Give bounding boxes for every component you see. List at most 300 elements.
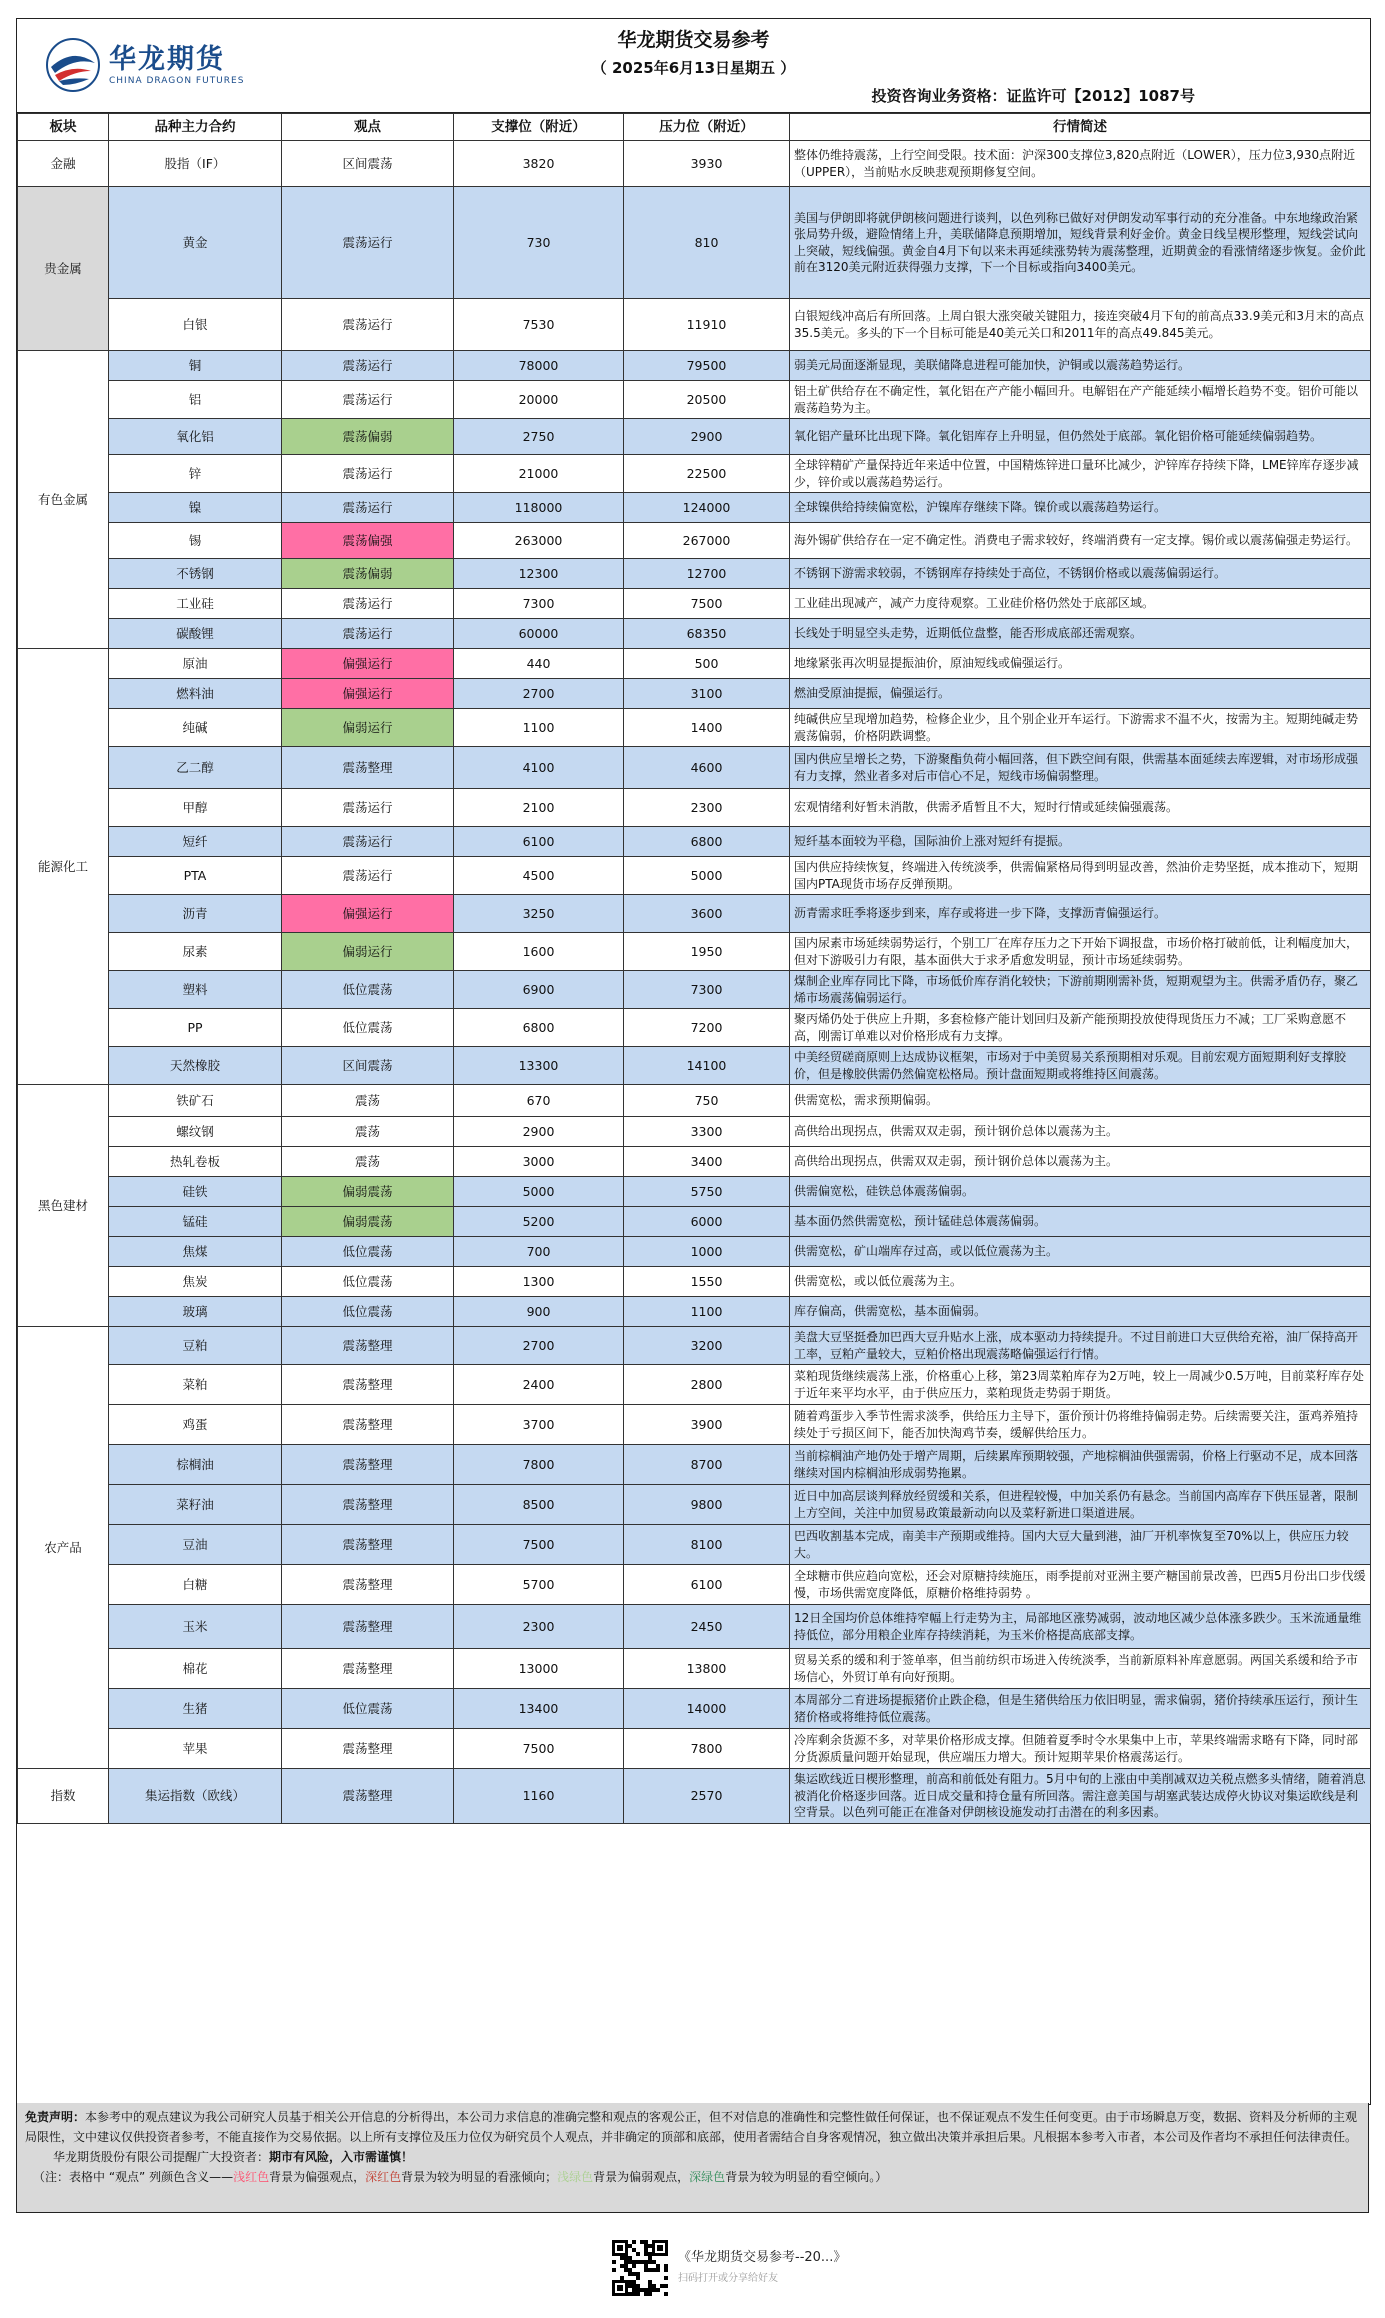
table-row <box>18 1177 1371 1207</box>
support-cell: 5000 <box>454 1177 624 1207</box>
description-cell: 宏观情绪利好暂未消散，供需矛盾暂且不大，短时行情或延续偏强震荡。 <box>790 789 1371 827</box>
pressure-cell: 6800 <box>624 827 790 857</box>
description-cell: 美盘大豆坚挺叠加巴西大豆升贴水上涨，成本驱动力持续提升。不过目前进口大豆供给充裕，油厂保持高开工率，豆粕产量较大，豆粕价格出现震荡略偏强运行行情。 <box>790 1327 1371 1365</box>
pressure-cell: 1100 <box>624 1297 790 1327</box>
table-row <box>18 1649 1371 1689</box>
table-row <box>18 1237 1371 1267</box>
table-row <box>18 789 1371 827</box>
contract-cell: 玻璃 <box>109 1297 282 1327</box>
note-lg-label: 浅绿色 <box>557 2170 594 2184</box>
table-row <box>18 141 1371 187</box>
table-row <box>18 1085 1371 1117</box>
reminder-bold: 期市有风险，入市需谨慎！ <box>269 2150 414 2164</box>
view-cell: 震荡整理 <box>282 1365 454 1405</box>
support-cell: 2900 <box>454 1117 624 1147</box>
description-cell: 菜粕现货继续震荡上涨，价格重心上移，第23周菜粕库存为2万吨，较上一周减少0.5万吨，目前菜籽库存处于近年来平均水平，由于供应压力，菜粕现货走势弱于期货。 <box>790 1365 1371 1405</box>
table-row <box>18 1565 1371 1605</box>
view-cell: 震荡运行 <box>282 857 454 895</box>
view-cell: 震荡整理 <box>282 1605 454 1649</box>
support-cell: 2400 <box>454 1365 624 1405</box>
description-cell: 全球镍供给持续偏宽松，沪镍库存继续下降。镍价或以震荡趋势运行。 <box>790 493 1371 523</box>
description-cell: 白银短线冲高后有所回落。上周白银大涨突破关键阻力，接连突破4月下旬的前高点33.9美元和3月末的高点35.5美元。多头的下一个目标可能是40美元关口和2011年的高点49.845美元。 <box>790 299 1371 351</box>
table-row <box>18 1009 1371 1047</box>
pressure-cell: 2300 <box>624 789 790 827</box>
sector-cell: 金融 <box>18 141 109 187</box>
contract-cell: 尿素 <box>109 933 282 971</box>
pressure-cell: 5750 <box>624 1177 790 1207</box>
table-row <box>18 455 1371 493</box>
col-header-sector: 板块 <box>18 114 109 141</box>
table-row <box>18 1327 1371 1365</box>
pressure-cell: 3600 <box>624 895 790 933</box>
pressure-cell: 8100 <box>624 1525 790 1565</box>
contract-cell: 铝 <box>109 381 282 419</box>
description-cell: 沥青需求旺季将逐步到来，库存或将进一步下降，支撑沥青偏强运行。 <box>790 895 1371 933</box>
table-row <box>18 619 1371 649</box>
view-cell: 区间震荡 <box>282 141 454 187</box>
support-cell: 2700 <box>454 679 624 709</box>
qr-code-icon[interactable] <box>612 2240 668 2296</box>
description-cell: 近日中加高层谈判释放经贸缓和关系，但进程较慢，中加关系仍有悬念。当前国内高库存下供压显著，限制上方空间，关注中加贸易政策最新动向以及菜籽新进口渠道进展。 <box>790 1485 1371 1525</box>
description-cell: 供需宽松，矿山端库存过高，或以低位震荡为主。 <box>790 1237 1371 1267</box>
pressure-cell: 3100 <box>624 679 790 709</box>
contract-cell: 鸡蛋 <box>109 1405 282 1445</box>
support-cell: 1160 <box>454 1769 624 1824</box>
pressure-cell: 14000 <box>624 1689 790 1729</box>
contract-cell: 锰硅 <box>109 1207 282 1237</box>
reminder-prefix: 华龙期货股份有限公司提醒广大投资者： <box>53 2150 270 2164</box>
pressure-cell: 2800 <box>624 1365 790 1405</box>
view-cell: 震荡 <box>282 1085 454 1117</box>
support-cell: 5200 <box>454 1207 624 1237</box>
table-header-row <box>18 114 1371 141</box>
description-cell: 供需宽松，或以低位震荡为主。 <box>790 1267 1371 1297</box>
contract-cell: 铁矿石 <box>109 1085 282 1117</box>
view-cell: 震荡整理 <box>282 1769 454 1824</box>
table-row <box>18 351 1371 381</box>
pressure-cell: 20500 <box>624 381 790 419</box>
table-row <box>18 1147 1371 1177</box>
view-cell: 偏强运行 <box>282 649 454 679</box>
description-cell: 整体仍维持震荡，上行空间受限。技术面：沪深300支撑位3,820点附近（LOWER），压力位3,930点附近（UPPER），当前贴水反映悲观预期修复空间。 <box>790 141 1371 187</box>
description-cell: 贸易关系的缓和利于签单率，但当前纺织市场进入传统淡季，当前新原料补库意愿弱。两国关系缓和给予市场信心，外贸订单有向好预期。 <box>790 1649 1371 1689</box>
description-cell: 弱美元局面逐渐显现，美联储降息进程可能加快，沪铜或以震荡趋势运行。 <box>790 351 1371 381</box>
logo-en-text: CHINA DRAGON FUTURES <box>109 76 245 86</box>
view-cell: 震荡运行 <box>282 299 454 351</box>
description-cell: 纯碱供应呈现增加趋势，检修企业少，且个别企业开车运行。下游需求不温不火，按需为主。短期纯碱走势震荡偏弱，价格阴跌调整。 <box>790 709 1371 747</box>
support-cell: 3700 <box>454 1405 624 1445</box>
support-cell: 7800 <box>454 1445 624 1485</box>
view-cell: 区间震荡 <box>282 1047 454 1085</box>
support-cell: 13300 <box>454 1047 624 1085</box>
pressure-cell: 14100 <box>624 1047 790 1085</box>
contract-cell: 苹果 <box>109 1729 282 1769</box>
contract-cell: 棉花 <box>109 1649 282 1689</box>
contract-cell: 镍 <box>109 493 282 523</box>
pressure-cell: 750 <box>624 1085 790 1117</box>
table-row <box>18 381 1371 419</box>
pressure-cell: 4600 <box>624 747 790 789</box>
contract-cell: 玉米 <box>109 1605 282 1649</box>
description-cell: 海外锡矿供给存在一定不确定性。消费电子需求较好，终端消费有一定支撑。锡价或以震荡偏强走势运行。 <box>790 523 1371 559</box>
contract-cell: 菜粕 <box>109 1365 282 1405</box>
support-cell: 78000 <box>454 351 624 381</box>
table-row <box>18 827 1371 857</box>
contract-cell: 焦炭 <box>109 1267 282 1297</box>
contract-cell: 豆粕 <box>109 1327 282 1365</box>
description-cell: 长线处于明显空头走势，近期低位盘整，能否形成底部还需观察。 <box>790 619 1371 649</box>
pressure-cell: 13800 <box>624 1649 790 1689</box>
contract-cell: 白银 <box>109 299 282 351</box>
contract-cell: 硅铁 <box>109 1177 282 1207</box>
qr-title: 《华龙期货交易参考--20...》 <box>678 2250 847 2265</box>
description-cell: 供需宽松，需求预期偏弱。 <box>790 1085 1371 1117</box>
description-cell: 中美经贸磋商原则上达成协议框架，市场对于中美贸易关系预期相对乐观。目前宏观方面短期利好支撑胶价，但是橡胶供需仍然偏宽松格局。预计盘面短期或将维持区间震荡。 <box>790 1047 1371 1085</box>
pressure-cell: 1950 <box>624 933 790 971</box>
table-row <box>18 1207 1371 1237</box>
note-prefix: （注：表格中 “观点” 列颜色含义—— <box>33 2170 234 2184</box>
description-cell: 随着鸡蛋步入季节性需求淡季，供给压力主导下，蛋价预计仍将维持偏弱走势。后续需要关注，蛋鸡养殖持续处于亏损区间下，能否加快淘鸡节奏，缓解供给压力。 <box>790 1405 1371 1445</box>
table-row <box>18 1117 1371 1147</box>
support-cell: 12300 <box>454 559 624 589</box>
pressure-cell: 79500 <box>624 351 790 381</box>
contract-cell: 白糖 <box>109 1565 282 1605</box>
support-cell: 1300 <box>454 1267 624 1297</box>
table-row <box>18 1769 1371 1824</box>
view-cell: 低位震荡 <box>282 1267 454 1297</box>
table-row <box>18 1605 1371 1649</box>
view-cell: 震荡运行 <box>282 351 454 381</box>
contract-cell: 棕榈油 <box>109 1445 282 1485</box>
pressure-cell: 810 <box>624 187 790 299</box>
view-cell: 震荡整理 <box>282 1729 454 1769</box>
table-row <box>18 299 1371 351</box>
view-cell: 震荡运行 <box>282 589 454 619</box>
support-cell: 2300 <box>454 1605 624 1649</box>
view-cell: 震荡运行 <box>282 493 454 523</box>
description-cell: 国内供应持续恢复，终端进入传统淡季，供需偏紧格局得到明显改善，然油价走势坚挺，成本推动下，短期国内PTA现货市场存反弹预期。 <box>790 857 1371 895</box>
description-cell: 国内尿素市场延续弱势运行，个别工厂在库存压力之下开始下调报盘，市场价格打破前低，让利幅度加大，但对下游吸引力有限，基本面供大于求矛盾愈发明显，预计市场延续弱势。 <box>790 933 1371 971</box>
table-row <box>18 1689 1371 1729</box>
qr-subtitle: 扫码打开或分享给好友 <box>678 2273 778 2284</box>
support-cell: 6900 <box>454 971 624 1009</box>
view-cell: 低位震荡 <box>282 1237 454 1267</box>
table-row <box>18 1297 1371 1327</box>
color-note <box>25 2167 1360 2187</box>
contract-cell: 锡 <box>109 523 282 559</box>
pressure-cell: 2450 <box>624 1605 790 1649</box>
support-cell: 670 <box>454 1085 624 1117</box>
pressure-cell: 5000 <box>624 857 790 895</box>
pressure-cell: 500 <box>624 649 790 679</box>
table-row <box>18 493 1371 523</box>
description-cell: 巴西收割基本完成，南美丰产预期或维持。国内大豆大量到港，油厂开机率恢复至70%以上，供应压力较大。 <box>790 1525 1371 1565</box>
view-cell: 震荡整理 <box>282 1327 454 1365</box>
table-row <box>18 1485 1371 1525</box>
contract-cell: 工业硅 <box>109 589 282 619</box>
contract-cell: 生猪 <box>109 1689 282 1729</box>
description-cell: 煤制企业库存同比下降，市场低价库存消化较快；下游前期刚需补货，短期观望为主。供需矛盾仍存，聚乙烯市场震荡偏弱运行。 <box>790 971 1371 1009</box>
contract-cell: 集运指数（欧线） <box>109 1769 282 1824</box>
contract-cell: 不锈钢 <box>109 559 282 589</box>
contract-cell: 塑料 <box>109 971 282 1009</box>
pressure-cell: 3900 <box>624 1405 790 1445</box>
contract-cell: 股指（IF） <box>109 141 282 187</box>
note-dg-text: 背景为较为明显的看空倾向。） <box>725 2170 888 2184</box>
note-dg-label: 深绿色 <box>689 2170 726 2184</box>
contract-cell: 黄金 <box>109 187 282 299</box>
pressure-cell: 11910 <box>624 299 790 351</box>
support-cell: 2100 <box>454 789 624 827</box>
table-row <box>18 857 1371 895</box>
disclaimer <box>25 2107 1360 2147</box>
logo-cn-text: 华龙期货 <box>109 44 225 75</box>
pressure-cell: 3200 <box>624 1327 790 1365</box>
description-cell: 12日全国均价总体维持窄幅上行走势为主，局部地区涨势减弱，波动地区减少总体涨多跌少。玉米流通量维持低位，部分用粮企业库存持续消耗，为玉米价格提高底部支撑。 <box>790 1605 1371 1649</box>
view-cell: 偏弱运行 <box>282 709 454 747</box>
disclaimer-label: 免责声明： <box>25 2110 86 2124</box>
table-row <box>18 747 1371 789</box>
description-cell: 高供给出现拐点，供需双双走弱，预计钢价总体以震荡为主。 <box>790 1147 1371 1177</box>
description-cell: 国内供应呈增长之势，下游聚酯负荷小幅回落，但下跌空间有限，供需基本面延续去库逻辑，对市场形成强有力支撑，然业者多对后市信心不足，短线市场偏弱整理。 <box>790 747 1371 789</box>
table-row <box>18 1445 1371 1485</box>
table-row <box>18 1525 1371 1565</box>
share-qr[interactable] <box>612 2240 846 2296</box>
col-header-description: 行情简述 <box>790 114 1371 141</box>
view-cell: 震荡运行 <box>282 455 454 493</box>
description-cell: 不锈钢下游需求较弱，不锈钢库存持续处于高位，不锈钢价格或以震荡偏弱运行。 <box>790 559 1371 589</box>
support-cell: 1100 <box>454 709 624 747</box>
view-cell: 低位震荡 <box>282 1689 454 1729</box>
contract-cell: 菜籽油 <box>109 1485 282 1525</box>
table-row <box>18 523 1371 559</box>
contract-cell: 锌 <box>109 455 282 493</box>
table-row <box>18 1047 1371 1085</box>
support-cell: 5700 <box>454 1565 624 1605</box>
pressure-cell: 7300 <box>624 971 790 1009</box>
note-red-text: 背景为偏强观点， <box>269 2170 366 2184</box>
view-cell: 震荡偏弱 <box>282 419 454 455</box>
table-row <box>18 971 1371 1009</box>
support-cell: 730 <box>454 187 624 299</box>
view-cell: 震荡偏弱 <box>282 559 454 589</box>
sector-cell: 农产品 <box>18 1327 109 1769</box>
table-row <box>18 1729 1371 1769</box>
view-cell: 震荡整理 <box>282 1485 454 1525</box>
table-row <box>18 1267 1371 1297</box>
support-cell: 7500 <box>454 1525 624 1565</box>
pressure-cell: 1550 <box>624 1267 790 1297</box>
contract-cell: 螺纹钢 <box>109 1117 282 1147</box>
disclaimer-text: 本参考中的观点建议为我公司研究人员基于相关公开信息的分析得出，本公司力求信息的准确完整和观点的客观公正，但不对信息的准确性和完整性做任何保证，也不保证观点不发生任何变更。由于市场瞬息万变，数据、资料及分析师的主观局限性，文中建议仅供投资者参考，不能直接作为交易依据。以上所有支撑位及压力位仅为研究员个人观点，并非确定的顶部和底部，使用者需结合自身客观情况，独立做出决策并承担后果。凡根据本参考入市者，本公司及作者均不承担任何法律责任。 <box>25 2110 1358 2144</box>
support-cell: 6100 <box>454 827 624 857</box>
view-cell: 偏弱震荡 <box>282 1207 454 1237</box>
description-cell: 工业硅出现减产，减产力度待观察。工业硅价格仍然处于底部区域。 <box>790 589 1371 619</box>
pressure-cell: 8700 <box>624 1445 790 1485</box>
view-cell: 震荡 <box>282 1147 454 1177</box>
description-cell: 铝土矿供给存在不确定性，氧化铝在产产能小幅回升。电解铝在产产能延续小幅增长趋势不变。铝价可能以震荡趋势为主。 <box>790 381 1371 419</box>
sector-cell: 黑色建材 <box>18 1085 109 1327</box>
sector-cell: 指数 <box>18 1769 109 1824</box>
contract-cell: 沥青 <box>109 895 282 933</box>
pressure-cell: 3930 <box>624 141 790 187</box>
table-row <box>18 589 1371 619</box>
support-cell: 13400 <box>454 1689 624 1729</box>
description-cell: 全球锌精矿产量保持近年来适中位置，中国精炼锌进口量环比减少，沪锌库存持续下降，LME锌库存逐步减少，锌价或以震荡趋势运行。 <box>790 455 1371 493</box>
description-cell: 集运欧线近日楔形整理，前高和前低处有阻力。5月中旬的上涨由中美削减双边关税点燃多头情绪，随着消息被消化价格逐步回落。近日成交量和持仓量有所回落。需注意美国与胡塞武装达成停火协议对集运欧线是利空背景。以色列可能正在准备对伊朗核设施发动打击潜在的利多因素。 <box>790 1769 1371 1824</box>
table-row <box>18 933 1371 971</box>
pressure-cell: 2900 <box>624 419 790 455</box>
support-cell: 440 <box>454 649 624 679</box>
note-red-label: 浅红色 <box>233 2170 270 2184</box>
pressure-cell: 124000 <box>624 493 790 523</box>
col-header-pressure: 压力位（附近） <box>624 114 790 141</box>
view-cell: 震荡运行 <box>282 827 454 857</box>
view-cell: 震荡偏强 <box>282 523 454 559</box>
contract-cell: 甲醇 <box>109 789 282 827</box>
table-row <box>18 709 1371 747</box>
description-cell: 聚丙烯仍处于供应上升期，多套检修产能计划回归及新产能预期投放使得现货压力不减；工厂采购意愿不高，刚需订单难以对价格形成有力支撑。 <box>790 1009 1371 1047</box>
support-cell: 13000 <box>454 1649 624 1689</box>
table-row <box>18 419 1371 455</box>
col-header-view: 观点 <box>282 114 454 141</box>
support-cell: 3820 <box>454 141 624 187</box>
contract-cell: 短纤 <box>109 827 282 857</box>
view-cell: 低位震荡 <box>282 971 454 1009</box>
risk-reminder <box>25 2147 1360 2167</box>
support-cell: 7300 <box>454 589 624 619</box>
view-cell: 震荡运行 <box>282 381 454 419</box>
view-cell: 震荡整理 <box>282 747 454 789</box>
license-text: 投资咨询业务资格：证监许可【2012】1087号 <box>871 87 1195 105</box>
pressure-cell: 6100 <box>624 1565 790 1605</box>
view-cell: 低位震荡 <box>282 1297 454 1327</box>
contract-cell: 碳酸锂 <box>109 619 282 649</box>
pressure-cell: 1000 <box>624 1237 790 1267</box>
table-row <box>18 895 1371 933</box>
description-cell: 氧化铝产量环比出现下降。氧化铝库存上升明显，但仍然处于底部。氧化铝价格可能延续偏弱趋势。 <box>790 419 1371 455</box>
pressure-cell: 12700 <box>624 559 790 589</box>
description-cell: 本周部分二育进场提振猪价止跌企稳，但是生猪供给压力依旧明显，需求偏弱，猪价持续承压运行，预计生猪价格或将维持低位震荡。 <box>790 1689 1371 1729</box>
pressure-cell: 22500 <box>624 455 790 493</box>
view-cell: 震荡运行 <box>282 789 454 827</box>
support-cell: 263000 <box>454 523 624 559</box>
pressure-cell: 267000 <box>624 523 790 559</box>
sector-cell: 贵金属 <box>18 187 109 351</box>
support-cell: 7530 <box>454 299 624 351</box>
support-cell: 7500 <box>454 1729 624 1769</box>
description-cell: 美国与伊朗即将就伊朗核问题进行谈判，以色列称已做好对伊朗发动军事行动的充分准备。中东地缘政治紧张局势升级，避险情绪上升，美联储降息预期增加，短线背景利好金价。黄金日线呈楔形整理，短线尝试向上突破，短线偏强。黄金自4月下旬以来未再延续涨势转为震荡整理，近期黄金的看涨情绪逐步恢复。金价此前在3120美元附近获得强力支撑，下一个目标或指向3400美元。 <box>790 187 1371 299</box>
description-cell: 基本面仍然供需宽松，预计锰硅总体震荡偏弱。 <box>790 1207 1371 1237</box>
support-cell: 900 <box>454 1297 624 1327</box>
support-cell: 4100 <box>454 747 624 789</box>
pressure-cell: 68350 <box>624 619 790 649</box>
contract-cell: 乙二醇 <box>109 747 282 789</box>
contract-cell: PTA <box>109 857 282 895</box>
table-row <box>18 649 1371 679</box>
support-cell: 21000 <box>454 455 624 493</box>
view-cell: 震荡整理 <box>282 1525 454 1565</box>
support-cell: 8500 <box>454 1485 624 1525</box>
view-cell: 震荡 <box>282 1117 454 1147</box>
description-cell: 当前棕榈油产地仍处于增产周期，后续累库预期较强，产地棕榈油供强需弱，价格上行驱动不足，成本回落继续对国内棕榈油形成弱势拖累。 <box>790 1445 1371 1485</box>
pressure-cell: 7800 <box>624 1729 790 1769</box>
view-cell: 偏弱震荡 <box>282 1177 454 1207</box>
support-cell: 3000 <box>454 1147 624 1177</box>
description-cell: 供需偏宽松，硅铁总体震荡偏弱。 <box>790 1177 1371 1207</box>
view-cell: 震荡整理 <box>282 1649 454 1689</box>
contract-cell: PP <box>109 1009 282 1047</box>
support-cell: 3250 <box>454 895 624 933</box>
description-cell: 库存偏高，供需宽松，基本面偏弱。 <box>790 1297 1371 1327</box>
contract-cell: 豆油 <box>109 1525 282 1565</box>
pressure-cell: 3400 <box>624 1147 790 1177</box>
disclaimer-footer <box>16 2103 1369 2213</box>
contract-cell: 原油 <box>109 649 282 679</box>
view-cell: 震荡整理 <box>282 1445 454 1485</box>
pressure-cell: 2570 <box>624 1769 790 1824</box>
report-header <box>17 19 1370 113</box>
description-cell: 短纤基本面较为平稳，国际油价上涨对短纤有提振。 <box>790 827 1371 857</box>
description-cell: 冷库剩余货源不多，对苹果价格形成支撑。但随着夏季时令水果集中上市，苹果终端需求略有下降，同时部分货源质量问题开始显现，供应端压力增大。预计短期苹果价格震荡运行。 <box>790 1729 1371 1769</box>
table-row <box>18 187 1371 299</box>
report-title: 华龙期货交易参考 <box>617 29 770 51</box>
table-row <box>18 1365 1371 1405</box>
table-row <box>18 679 1371 709</box>
pressure-cell: 7200 <box>624 1009 790 1047</box>
support-cell: 20000 <box>454 381 624 419</box>
pressure-cell: 1400 <box>624 709 790 747</box>
contract-cell: 天然橡胶 <box>109 1047 282 1085</box>
description-cell: 地缘紧张再次明显提振油价，原油短线或偏强运行。 <box>790 649 1371 679</box>
support-cell: 2700 <box>454 1327 624 1365</box>
note-lg-text: 背景为偏弱观点， <box>593 2170 690 2184</box>
support-cell: 700 <box>454 1237 624 1267</box>
contract-cell: 燃料油 <box>109 679 282 709</box>
contract-cell: 热轧卷板 <box>109 1147 282 1177</box>
note-dred-text: 背景为较为明显的看涨倾向； <box>401 2170 558 2184</box>
reference-table <box>17 113 1371 1824</box>
view-cell: 偏弱运行 <box>282 933 454 971</box>
pressure-cell: 9800 <box>624 1485 790 1525</box>
description-cell: 全球糖市供应趋向宽松，还会对原糖持续施压，雨季提前对亚洲主要产糖国前景改善，巴西5月份出口步伐缓慢，市场供需宽度降低，原糖价格维持弱势 。 <box>790 1565 1371 1605</box>
description-cell: 燃油受原油提振，偏强运行。 <box>790 679 1371 709</box>
contract-cell: 焦煤 <box>109 1237 282 1267</box>
view-cell: 震荡运行 <box>282 187 454 299</box>
support-cell: 4500 <box>454 857 624 895</box>
contract-cell: 纯碱 <box>109 709 282 747</box>
view-cell: 偏强运行 <box>282 895 454 933</box>
col-header-contract: 品种主力合约 <box>109 114 282 141</box>
description-cell: 高供给出现拐点，供需双双走弱，预计钢价总体以震荡为主。 <box>790 1117 1371 1147</box>
report-date: （ 2025年6月13日星期五 ） <box>591 59 796 77</box>
view-cell: 震荡运行 <box>282 619 454 649</box>
col-header-support: 支撑位（附近） <box>454 114 624 141</box>
table-row <box>18 1405 1371 1445</box>
report-sheet <box>16 18 1371 2105</box>
note-dred-label: 深红色 <box>365 2170 402 2184</box>
support-cell: 6800 <box>454 1009 624 1047</box>
support-cell: 60000 <box>454 619 624 649</box>
view-cell: 偏强运行 <box>282 679 454 709</box>
table-row <box>18 559 1371 589</box>
pressure-cell: 7500 <box>624 589 790 619</box>
support-cell: 2750 <box>454 419 624 455</box>
view-cell: 低位震荡 <box>282 1009 454 1047</box>
sector-cell: 有色金属 <box>18 351 109 649</box>
support-cell: 118000 <box>454 493 624 523</box>
support-cell: 1600 <box>454 933 624 971</box>
